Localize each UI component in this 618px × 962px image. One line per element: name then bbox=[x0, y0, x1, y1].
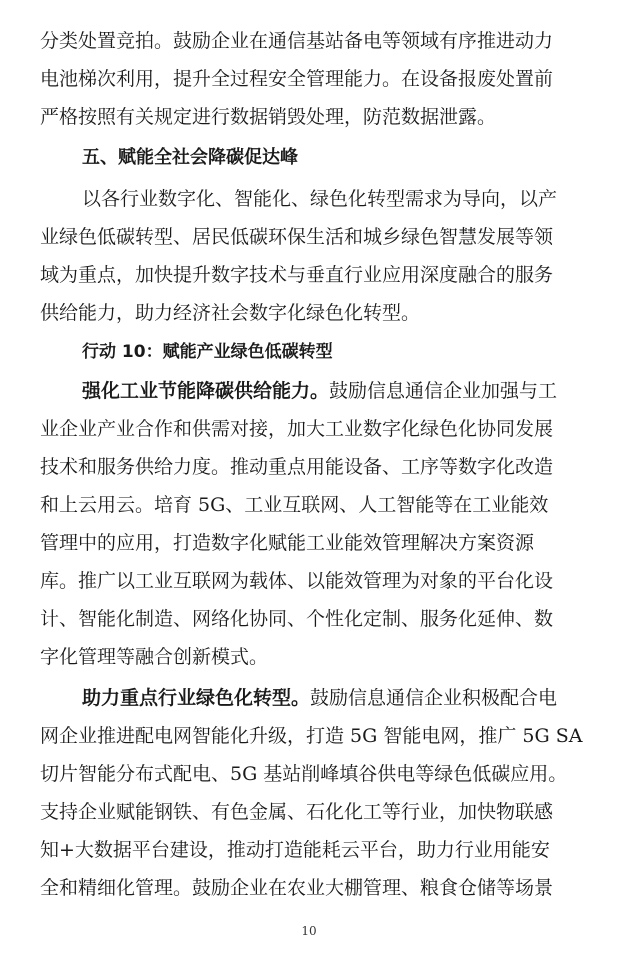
paragraph-lead-line bbox=[0, 372, 618, 410]
body-text-line: 和上云用云。培育 5G、工业互联网、人工智能等在工业能效 bbox=[40, 494, 549, 516]
body-text-line: 电池梯次利用，提升全过程安全管理能力。在设备报废处置前 bbox=[40, 68, 554, 90]
body-text-line: 分类处置竞拍。鼓励企业在通信基站备电等领域有序推进动力 bbox=[40, 30, 554, 52]
action-heading: 行动 10：赋能产业绿色低碳转型 bbox=[82, 342, 333, 362]
body-text-line: 业绿色低碳转型、居民低碳环保生活和城乡绿色智慧发展等领 bbox=[40, 226, 554, 248]
body-text-line: 管理中的应用，打造数字化赋能工业能效管理解决方案资源 bbox=[40, 532, 535, 554]
body-text-line: 技术和服务供给力度。推动重点用能设备、工序等数字化改造 bbox=[40, 456, 554, 478]
paragraph-lead: 助力重点行业绿色化转型。 bbox=[82, 687, 311, 709]
page-number: 10 bbox=[301, 924, 317, 938]
body-text-line: 知+大数据平台建设，推动打造能耗云平台，助力行业用能安 bbox=[40, 839, 550, 861]
body-text-line: 计、智能化制造、网络化协同、个性化定制、服务化延伸、数 bbox=[40, 608, 554, 630]
body-text-line: 业企业产业合作和供需对接，加大工业数字化绿色化协同发展 bbox=[40, 418, 554, 440]
body-text-line: 库。推广以工业互联网为载体、以能效管理为对象的平台化设 bbox=[40, 570, 554, 592]
body-text-line: 域为重点，加快提升数字技术与垂直行业应用深度融合的服务 bbox=[40, 264, 554, 286]
body-text: 鼓励信息通信企业加强与工 bbox=[329, 380, 558, 402]
body-text-line: 切片智能分布式配电、5G 基站削峰填谷供电等绿色低碳应用。 bbox=[40, 763, 568, 785]
body-text-line: 字化管理等融合创新模式。 bbox=[40, 646, 269, 668]
body-text-line: 严格按照有关规定进行数据销毁处理，防范数据泄露。 bbox=[40, 106, 497, 128]
body-text-line: 网企业推进配电网智能化升级，打造 5G 智能电网，推广 5G SA bbox=[40, 725, 583, 747]
body-text-line: 支持企业赋能钢铁、有色金属、石化化工等行业，加快物联感 bbox=[40, 801, 554, 823]
paragraph-lead-line bbox=[0, 679, 618, 717]
body-text-line: 供给能力，助力经济社会数字化绿色化转型。 bbox=[40, 302, 421, 324]
section-heading: 五、赋能全社会降碳促达峰 bbox=[82, 147, 298, 168]
body-text-line: 全和精细化管理。鼓励企业在农业大棚管理、粮食仓储等场景 bbox=[40, 877, 554, 899]
body-text-line: 以各行业数字化、智能化、绿色化转型需求为导向，以产 bbox=[82, 188, 558, 210]
paragraph-lead: 强化工业节能降碳供给能力。 bbox=[82, 380, 330, 402]
body-text: 鼓励信息通信企业积极配合电 bbox=[310, 687, 558, 709]
